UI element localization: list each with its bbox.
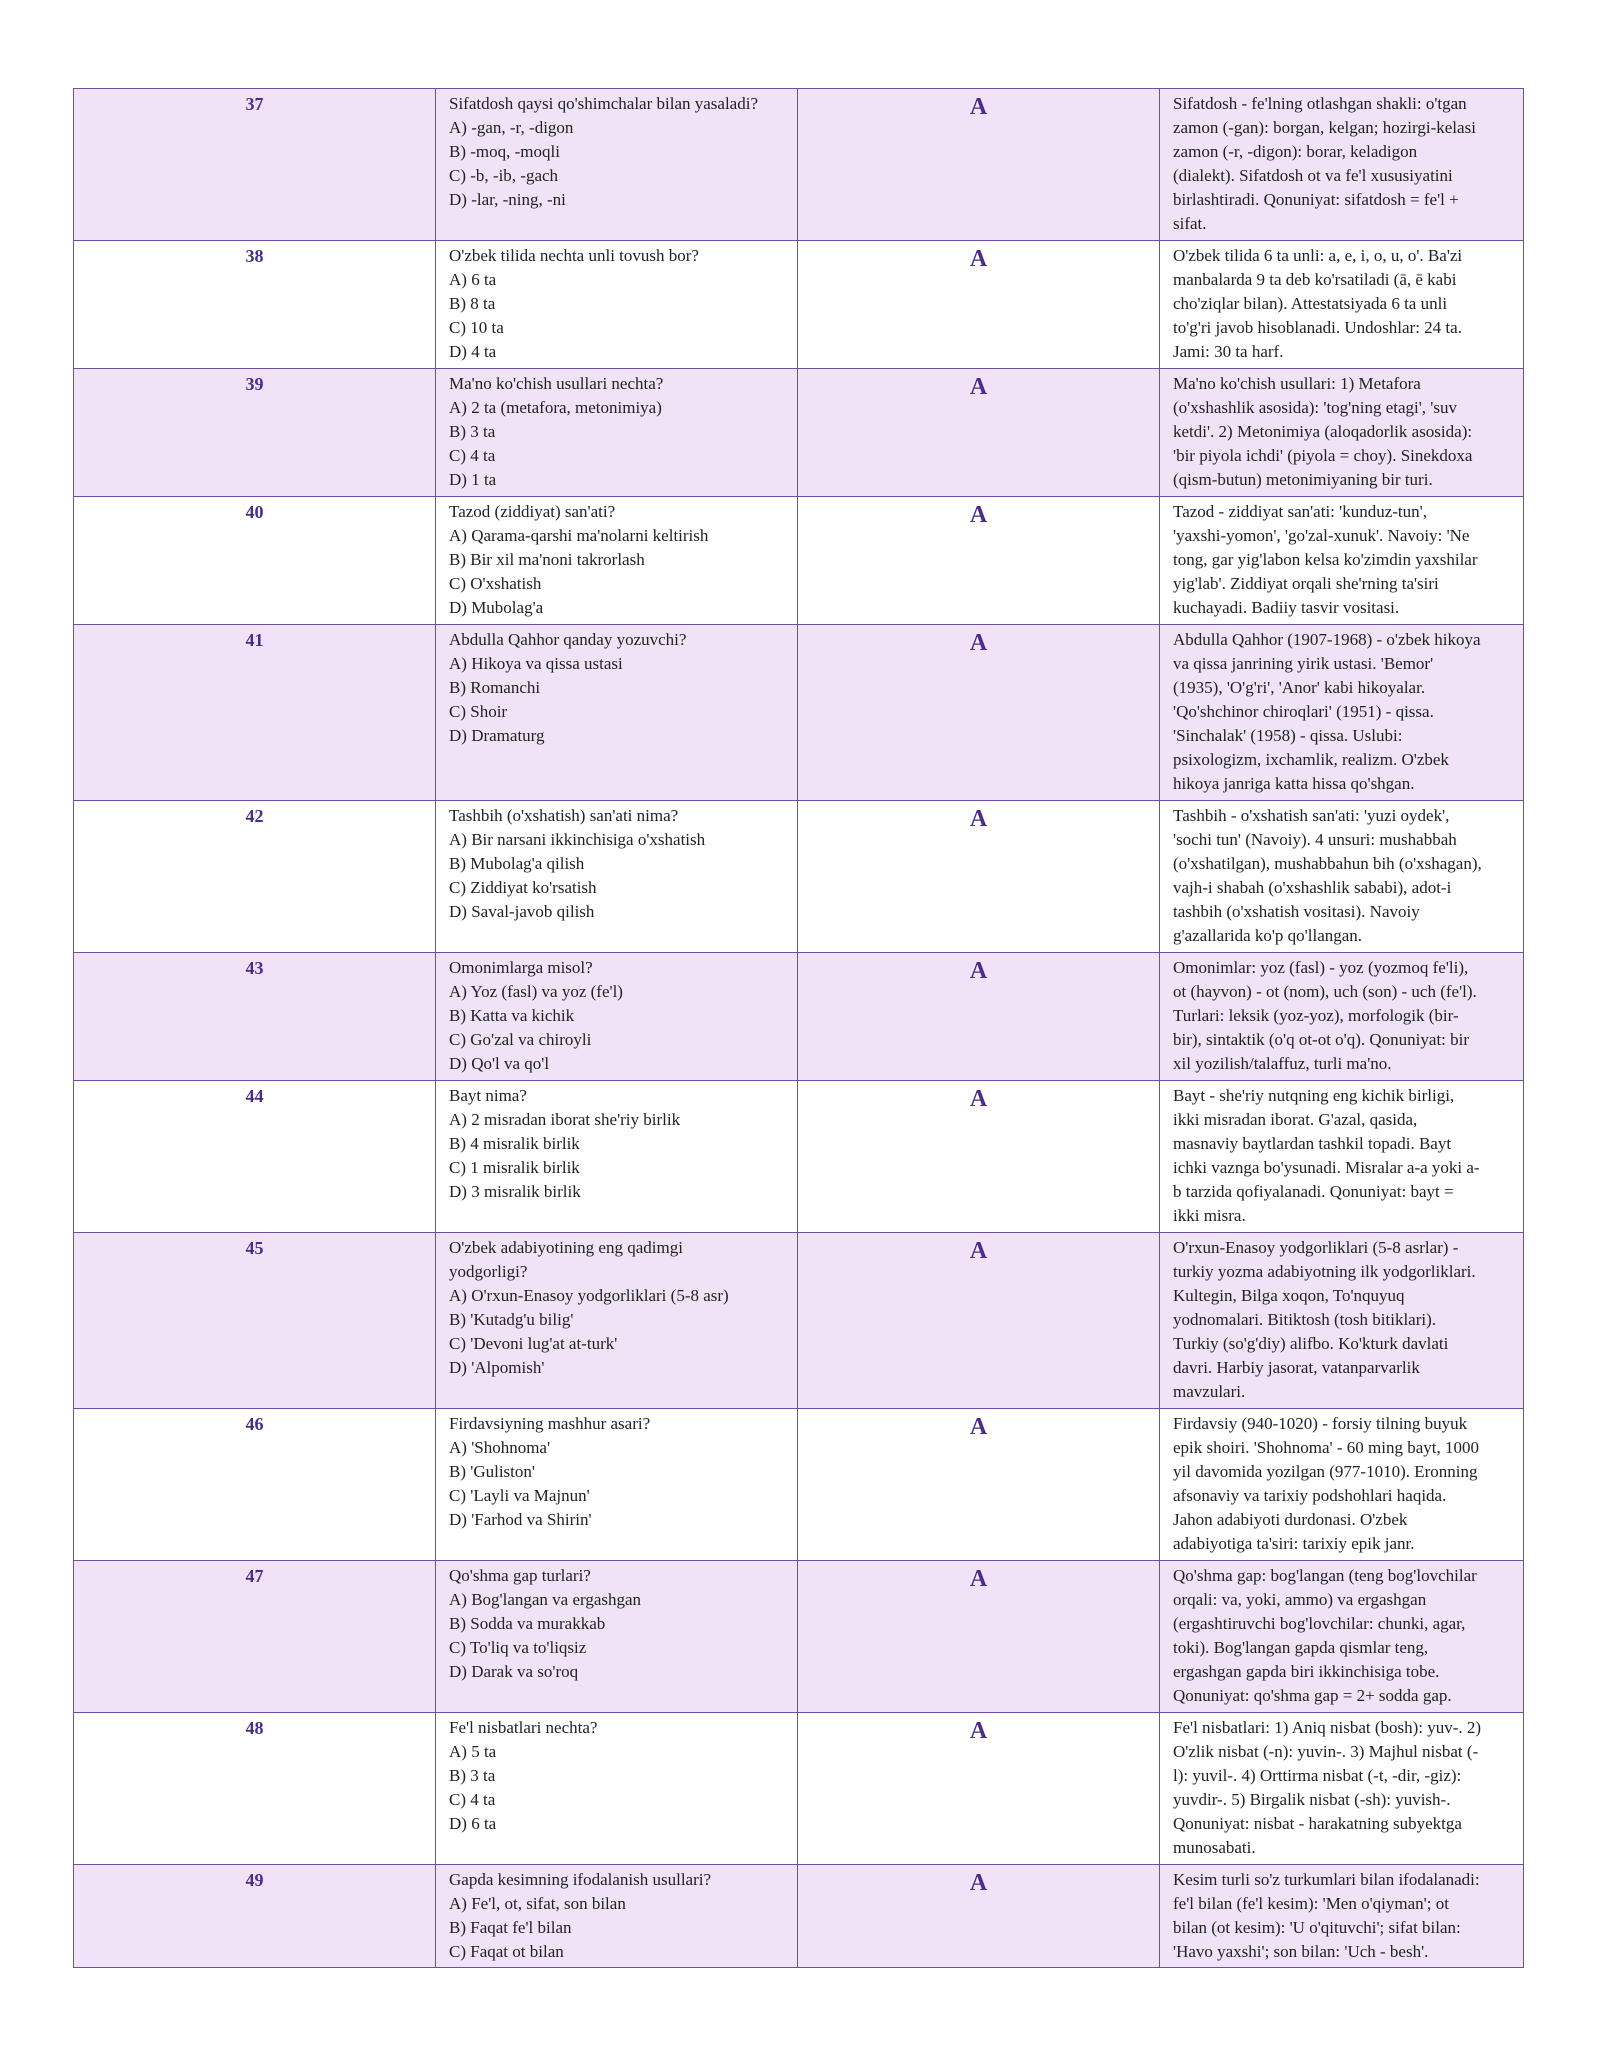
answer-option: C) 10 ta: [449, 318, 504, 337]
explanation-line: Fe'l nisbatlari: 1) Aniq nisbat (bosh): yuv-. 2): [1173, 1718, 1482, 1737]
question-cell: [436, 497, 798, 625]
explanation-line: (o'xshashlik asosida): 'tog'ning etagi', 'suv: [1173, 398, 1457, 417]
explanation-line: vajh-i shabah (o'xshashlik sababi), adot-i: [1173, 878, 1452, 897]
answer-option: C) -b, -ib, -gach: [449, 166, 559, 185]
explanation-line: tashbih (o'xshatish vositasi). Navoiy: [1173, 902, 1420, 921]
question-cell: [436, 1713, 798, 1865]
correct-answer: A: [798, 369, 1160, 497]
question-number: 39: [74, 369, 436, 497]
explanation-line: Sifatdosh - fe'lning otlashgan shakli: o'tgan: [1173, 94, 1467, 113]
answer-option: B) Romanchi: [449, 678, 541, 697]
correct-answer: A: [798, 801, 1160, 953]
explanation-line: Tazod - ziddiyat san'ati: 'kunduz-tun',: [1173, 502, 1427, 521]
answer-option: B) Bir xil ma'noni takrorlash: [449, 550, 645, 569]
explanation-line: fe'l bilan (fe'l kesim): 'Men o'qiyman'; ot: [1173, 1894, 1449, 1913]
explanation-line: ketdi'. 2) Metonimiya (aloqadorlik asosida):: [1173, 422, 1473, 441]
question-text: Fe'l nisbatlari nechta?: [449, 1718, 598, 1737]
answer-option: yodgorligi?: [449, 1262, 528, 1281]
explanation-line: O'zlik nisbat (-n): yuvin-. 3) Majhul nisbat (-: [1173, 1742, 1479, 1761]
explanation-line: (ergashtiruvchi bog'lovchilar: chunki, agar,: [1173, 1614, 1466, 1633]
correct-answer: A: [798, 1561, 1160, 1713]
answer-option: D) Mubolag'a: [449, 598, 544, 617]
question-text: O'zbek adabiyotining eng qadimgi: [449, 1238, 683, 1257]
explanation-line: l): yuvil-. 4) Orttirma nisbat (-t, -dir, -giz):: [1173, 1766, 1462, 1785]
explanation-line: kuchayadi. Badiiy tasvir vositasi.: [1173, 598, 1400, 617]
question-text: Abdulla Qahhor qanday yozuvchi?: [449, 630, 687, 649]
question-row: [74, 1713, 1524, 1865]
explanation-line: Ma'no ko'chish usullari: 1) Metafora: [1173, 374, 1421, 393]
question-row: [74, 801, 1524, 953]
answer-option: B) 'Guliston': [449, 1462, 535, 1481]
answer-option: A) -gan, -r, -digon: [449, 118, 574, 137]
answer-option: D) 4 ta: [449, 342, 497, 361]
answer-option: A) Hikoya va qissa ustasi: [449, 654, 623, 673]
correct-answer: A: [798, 241, 1160, 369]
answer-option: C) Shoir: [449, 702, 508, 721]
explanation-cell: [1160, 1713, 1524, 1865]
question-number: 44: [74, 1081, 436, 1233]
explanation-line: Turkiy (so'g'diy) alifbo. Ko'kturk davlati: [1173, 1334, 1449, 1353]
answer-option: B) 3 ta: [449, 422, 496, 441]
question-number: 42: [74, 801, 436, 953]
explanation-line: toki). Bog'langan gapda qismlar teng,: [1173, 1638, 1429, 1657]
question-cell: [436, 1865, 798, 1968]
explanation-cell: [1160, 1865, 1524, 1968]
question-cell: [436, 1081, 798, 1233]
qa-page: [73, 88, 1523, 1968]
answer-option: D) Qo'l va qo'l: [449, 1054, 550, 1073]
answer-option: C) 4 ta: [449, 1790, 496, 1809]
question-cell: [436, 241, 798, 369]
explanation-line: (dialekt). Sifatdosh ot va fe'l xususiyatini: [1173, 166, 1453, 185]
question-text: Firdavsiyning mashhur asari?: [449, 1414, 651, 1433]
explanation-line: birlashtiradi. Qonuniyat: sifatdosh = fe'l +: [1173, 190, 1459, 209]
explanation-line: Bayt - she'riy nutqning eng kichik birligi,: [1173, 1086, 1455, 1105]
question-number: 45: [74, 1233, 436, 1409]
question-number: 49: [74, 1865, 436, 1968]
answer-option: C) 'Layli va Majnun': [449, 1486, 590, 1505]
answer-option: D) -lar, -ning, -ni: [449, 190, 566, 209]
question-row: [74, 953, 1524, 1081]
question-cell: [436, 801, 798, 953]
answer-option: B) Sodda va murakkab: [449, 1614, 606, 1633]
explanation-line: adabiyotiga ta'siri: tarixiy epik janr.: [1173, 1534, 1415, 1553]
question-row: [74, 1081, 1524, 1233]
explanation-cell: [1160, 1233, 1524, 1409]
question-text: Omonimlarga misol?: [449, 958, 593, 977]
question-number: 37: [74, 89, 436, 241]
answer-option: A) Bir narsani ikkinchisiga o'xshatish: [449, 830, 706, 849]
question-cell: [436, 1561, 798, 1713]
correct-answer: A: [798, 1409, 1160, 1561]
explanation-cell: [1160, 953, 1524, 1081]
explanation-line: bilan (ot kesim): 'U o'qituvchi'; sifat bilan:: [1173, 1918, 1461, 1937]
explanation-line: yodnomalari. Bitiktosh (tosh bitiklari).: [1173, 1310, 1437, 1329]
answer-option: A) 2 misradan iborat she'riy birlik: [449, 1110, 681, 1129]
answer-option: B) Faqat fe'l bilan: [449, 1918, 572, 1937]
question-row: [74, 241, 1524, 369]
question-number: 47: [74, 1561, 436, 1713]
answer-option: A) Yoz (fasl) va yoz (fe'l): [449, 982, 623, 1001]
explanation-line: Abdulla Qahhor (1907-1968) - o'zbek hikoya: [1173, 630, 1481, 649]
explanation-line: 'Havo yaxshi'; son bilan: 'Uch - besh'.: [1173, 1942, 1429, 1961]
explanation-cell: [1160, 801, 1524, 953]
answer-option: C) O'xshatish: [449, 574, 542, 593]
explanation-cell: [1160, 89, 1524, 241]
question-cell: [436, 369, 798, 497]
answer-option: B) -moq, -moqli: [449, 142, 560, 161]
correct-answer: A: [798, 1713, 1160, 1865]
explanation-line: psixologizm, ixchamlik, realizm. O'zbek: [1173, 750, 1449, 769]
question-text: Tashbih (o'xshatish) san'ati nima?: [449, 806, 679, 825]
explanation-line: 'Qo'shchinor chiroqlari' (1951) - qissa.: [1173, 702, 1434, 721]
question-number: 38: [74, 241, 436, 369]
answer-option: A) O'rxun-Enasoy yodgorliklari (5-8 asr): [449, 1286, 729, 1305]
question-text: Qo'shma gap turlari?: [449, 1566, 591, 1585]
explanation-line: masnaviy baytlardan tashkil topadi. Bayt: [1173, 1134, 1452, 1153]
answer-option: A) Bog'langan va ergashgan: [449, 1590, 642, 1609]
explanation-line: b tarzida qofiyalanadi. Qonuniyat: bayt =: [1173, 1182, 1454, 1201]
question-text: Bayt nima?: [449, 1086, 527, 1105]
explanation-line: ikki misradan iborat. G'azal, qasida,: [1173, 1110, 1418, 1129]
answer-option: B) 'Kutadg'u bilig': [449, 1310, 574, 1329]
question-cell: [436, 1409, 798, 1561]
answer-option: A) 6 ta: [449, 270, 497, 289]
explanation-line: ot (hayvon) - ot (nom), uch (son) - uch (fe'l).: [1173, 982, 1477, 1001]
explanation-line: Qo'shma gap: bog'langan (teng bog'lovchilar: [1173, 1566, 1477, 1585]
answer-option: D) 'Alpomish': [449, 1358, 545, 1377]
answer-option: B) Mubolag'a qilish: [449, 854, 585, 873]
explanation-line: Turlari: leksik (yoz-yoz), morfologik (bir-: [1173, 1006, 1459, 1025]
answer-option: B) 3 ta: [449, 1766, 496, 1785]
explanation-cell: [1160, 497, 1524, 625]
question-text: Gapda kesimning ifodalanish usullari?: [449, 1870, 712, 1889]
explanation-line: O'zbek tilida 6 ta unli: a, e, i, o, u, o'. Ba'zi: [1173, 246, 1463, 265]
answer-option: C) 1 misralik birlik: [449, 1158, 580, 1177]
explanation-line: Tashbih - o'xshatish san'ati: 'yuzi oydek',: [1173, 806, 1450, 825]
explanation-line: davri. Harbiy jasorat, vatanparvarlik: [1173, 1358, 1420, 1377]
explanation-line: 'Sinchalak' (1958) - qissa. Uslubi:: [1173, 726, 1403, 745]
explanation-line: ergashgan gapda biri ikkinchisiga tobe.: [1173, 1662, 1440, 1681]
answer-option: D) 'Farhod va Shirin': [449, 1510, 592, 1529]
explanation-line: (o'xshatilgan), mushabbahun bih (o'xshagan),: [1173, 854, 1482, 873]
answer-option: A) Fe'l, ot, sifat, son bilan: [449, 1894, 626, 1913]
explanation-line: Firdavsiy (940-1020) - forsiy tilning buyuk: [1173, 1414, 1468, 1433]
explanation-line: va qissa janrining yirik ustasi. 'Bemor': [1173, 654, 1434, 673]
correct-answer: A: [798, 625, 1160, 801]
answer-option: C) Go'zal va chiroyli: [449, 1030, 592, 1049]
explanation-line: (qism-butun) metonimiyaning bir turi.: [1173, 470, 1433, 489]
explanation-line: afsonaviy va tarixiy podshohlari haqida.: [1173, 1486, 1447, 1505]
explanation-line: 'sochi tun' (Navoiy). 4 unsuri: mushabbah: [1173, 830, 1457, 849]
explanation-line: munosabati.: [1173, 1838, 1256, 1857]
answer-option: C) To'liq va to'liqsiz: [449, 1638, 587, 1657]
question-text: O'zbek tilida nechta unli tovush bor?: [449, 246, 699, 265]
explanation-line: orqali: va, yoki, ammo) va ergashgan: [1173, 1590, 1427, 1609]
question-number: 43: [74, 953, 436, 1081]
question-cell: [436, 89, 798, 241]
answer-option: C) 4 ta: [449, 446, 496, 465]
question-row: [74, 369, 1524, 497]
explanation-line: (1935), 'O'g'ri', 'Anor' kabi hikoyalar.: [1173, 678, 1426, 697]
question-row: [74, 1233, 1524, 1409]
answer-option: A) 'Shohnoma': [449, 1438, 551, 1457]
qa-table: [73, 88, 1524, 1968]
explanation-line: zamon (-gan): borgan, kelgan; hozirgi-kelasi: [1173, 118, 1476, 137]
explanation-line: zamon (-r, -digon): borar, keladigon: [1173, 142, 1418, 161]
answer-option: C) 'Devoni lug'at at-turk': [449, 1334, 618, 1353]
question-cell: [436, 953, 798, 1081]
explanation-line: cho'ziqlar bilan). Attestatsiyada 6 ta unli: [1173, 294, 1448, 313]
answer-option: A) 2 ta (metafora, metonimiya): [449, 398, 662, 417]
explanation-line: Qonuniyat: nisbat - harakatning subyektga: [1173, 1814, 1462, 1833]
answer-option: D) 1 ta: [449, 470, 497, 489]
explanation-line: epik shoiri. 'Shohnoma' - 60 ming bayt, 1000: [1173, 1438, 1479, 1457]
explanation-line: Jami: 30 ta harf.: [1173, 342, 1284, 361]
question-text: Tazod (ziddiyat) san'ati?: [449, 502, 616, 521]
explanation-line: Omonimlar: yoz (fasl) - yoz (yozmoq fe'li),: [1173, 958, 1469, 977]
question-row: [74, 1561, 1524, 1713]
explanation-cell: [1160, 1409, 1524, 1561]
answer-option: A) 5 ta: [449, 1742, 497, 1761]
question-cell: [436, 625, 798, 801]
correct-answer: A: [798, 89, 1160, 241]
explanation-line: Kultegin, Bilga xoqon, To'nquyuq: [1173, 1286, 1405, 1305]
explanation-line: mavzulari.: [1173, 1382, 1246, 1401]
explanation-line: bir), sintaktik (o'q ot-ot o'q). Qonuniyat: bir: [1173, 1030, 1470, 1049]
explanation-line: sifat.: [1173, 214, 1207, 233]
explanation-cell: [1160, 625, 1524, 801]
explanation-line: turkiy yozma adabiyotning ilk yodgorliklari.: [1173, 1262, 1476, 1281]
answer-option: B) 4 misralik birlik: [449, 1134, 580, 1153]
correct-answer: A: [798, 953, 1160, 1081]
explanation-line: hikoya janriga katta hissa qo'shgan.: [1173, 774, 1415, 793]
explanation-line: ikki misra.: [1173, 1206, 1246, 1225]
answer-option: B) 8 ta: [449, 294, 496, 313]
question-row: [74, 1865, 1524, 1968]
explanation-line: g'azallarida ko'p qo'llangan.: [1173, 926, 1363, 945]
correct-answer: A: [798, 1081, 1160, 1233]
answer-option: D) Darak va so'roq: [449, 1662, 579, 1681]
question-row: [74, 89, 1524, 241]
explanation-cell: [1160, 1561, 1524, 1713]
question-number: 48: [74, 1713, 436, 1865]
question-number: 40: [74, 497, 436, 625]
question-cell: [436, 1233, 798, 1409]
explanation-line: yig'lab'. Ziddiyat orqali she'rning ta'siri: [1173, 574, 1439, 593]
question-number: 41: [74, 625, 436, 801]
question-text: Sifatdosh qaysi qo'shimchalar bilan yasaladi?: [449, 94, 758, 113]
answer-option: B) Katta va kichik: [449, 1006, 575, 1025]
explanation-line: yuvdir-. 5) Birgalik nisbat (-sh): yuvish-.: [1173, 1790, 1451, 1809]
answer-option: C) Ziddiyat ko'rsatish: [449, 878, 597, 897]
question-text: Ma'no ko'chish usullari nechta?: [449, 374, 664, 393]
explanation-line: xil yozilish/talaffuz, turli ma'no.: [1173, 1054, 1392, 1073]
answer-option: D) 6 ta: [449, 1814, 497, 1833]
answer-option: C) Faqat ot bilan: [449, 1942, 564, 1961]
explanation-line: 'bir piyola ichdi' (piyola = choy). Sinekdoxa: [1173, 446, 1473, 465]
explanation-cell: [1160, 241, 1524, 369]
explanation-line: to'g'ri javob hisoblanadi. Undoshlar: 24 ta.: [1173, 318, 1462, 337]
qa-table-body: [74, 89, 1524, 1968]
correct-answer: A: [798, 1233, 1160, 1409]
correct-answer: A: [798, 1865, 1160, 1968]
explanation-line: ichki vaznga bo'ysunadi. Misralar a-a yoki a-: [1173, 1158, 1480, 1177]
answer-option: A) Qarama-qarshi ma'nolarni keltirish: [449, 526, 709, 545]
explanation-line: manbalarda 9 ta deb ko'rsatiladi (ā, ē kabi: [1173, 270, 1457, 289]
explanation-cell: [1160, 369, 1524, 497]
question-row: [74, 497, 1524, 625]
explanation-line: O'rxun-Enasoy yodgorliklari (5-8 asrlar) -: [1173, 1238, 1459, 1257]
question-row: [74, 625, 1524, 801]
question-row: [74, 1409, 1524, 1561]
answer-option: D) Saval-javob qilish: [449, 902, 595, 921]
explanation-line: Jahon adabiyoti durdonasi. O'zbek: [1173, 1510, 1408, 1529]
question-number: 46: [74, 1409, 436, 1561]
explanation-line: 'yaxshi-yomon', 'go'zal-xunuk'. Navoiy: 'Ne: [1173, 526, 1470, 545]
explanation-line: tong, gar yig'labon kelsa ko'zimdin yaxshilar: [1173, 550, 1478, 569]
answer-option: D) Dramaturg: [449, 726, 545, 745]
correct-answer: A: [798, 497, 1160, 625]
explanation-line: Kesim turli so'z turkumlari bilan ifodalanadi:: [1173, 1870, 1480, 1889]
answer-option: D) 3 misralik birlik: [449, 1182, 581, 1201]
explanation-line: yil davomida yozilgan (977-1010). Eronning: [1173, 1462, 1478, 1481]
explanation-cell: [1160, 1081, 1524, 1233]
explanation-line: Qonuniyat: qo'shma gap = 2+ sodda gap.: [1173, 1686, 1452, 1705]
